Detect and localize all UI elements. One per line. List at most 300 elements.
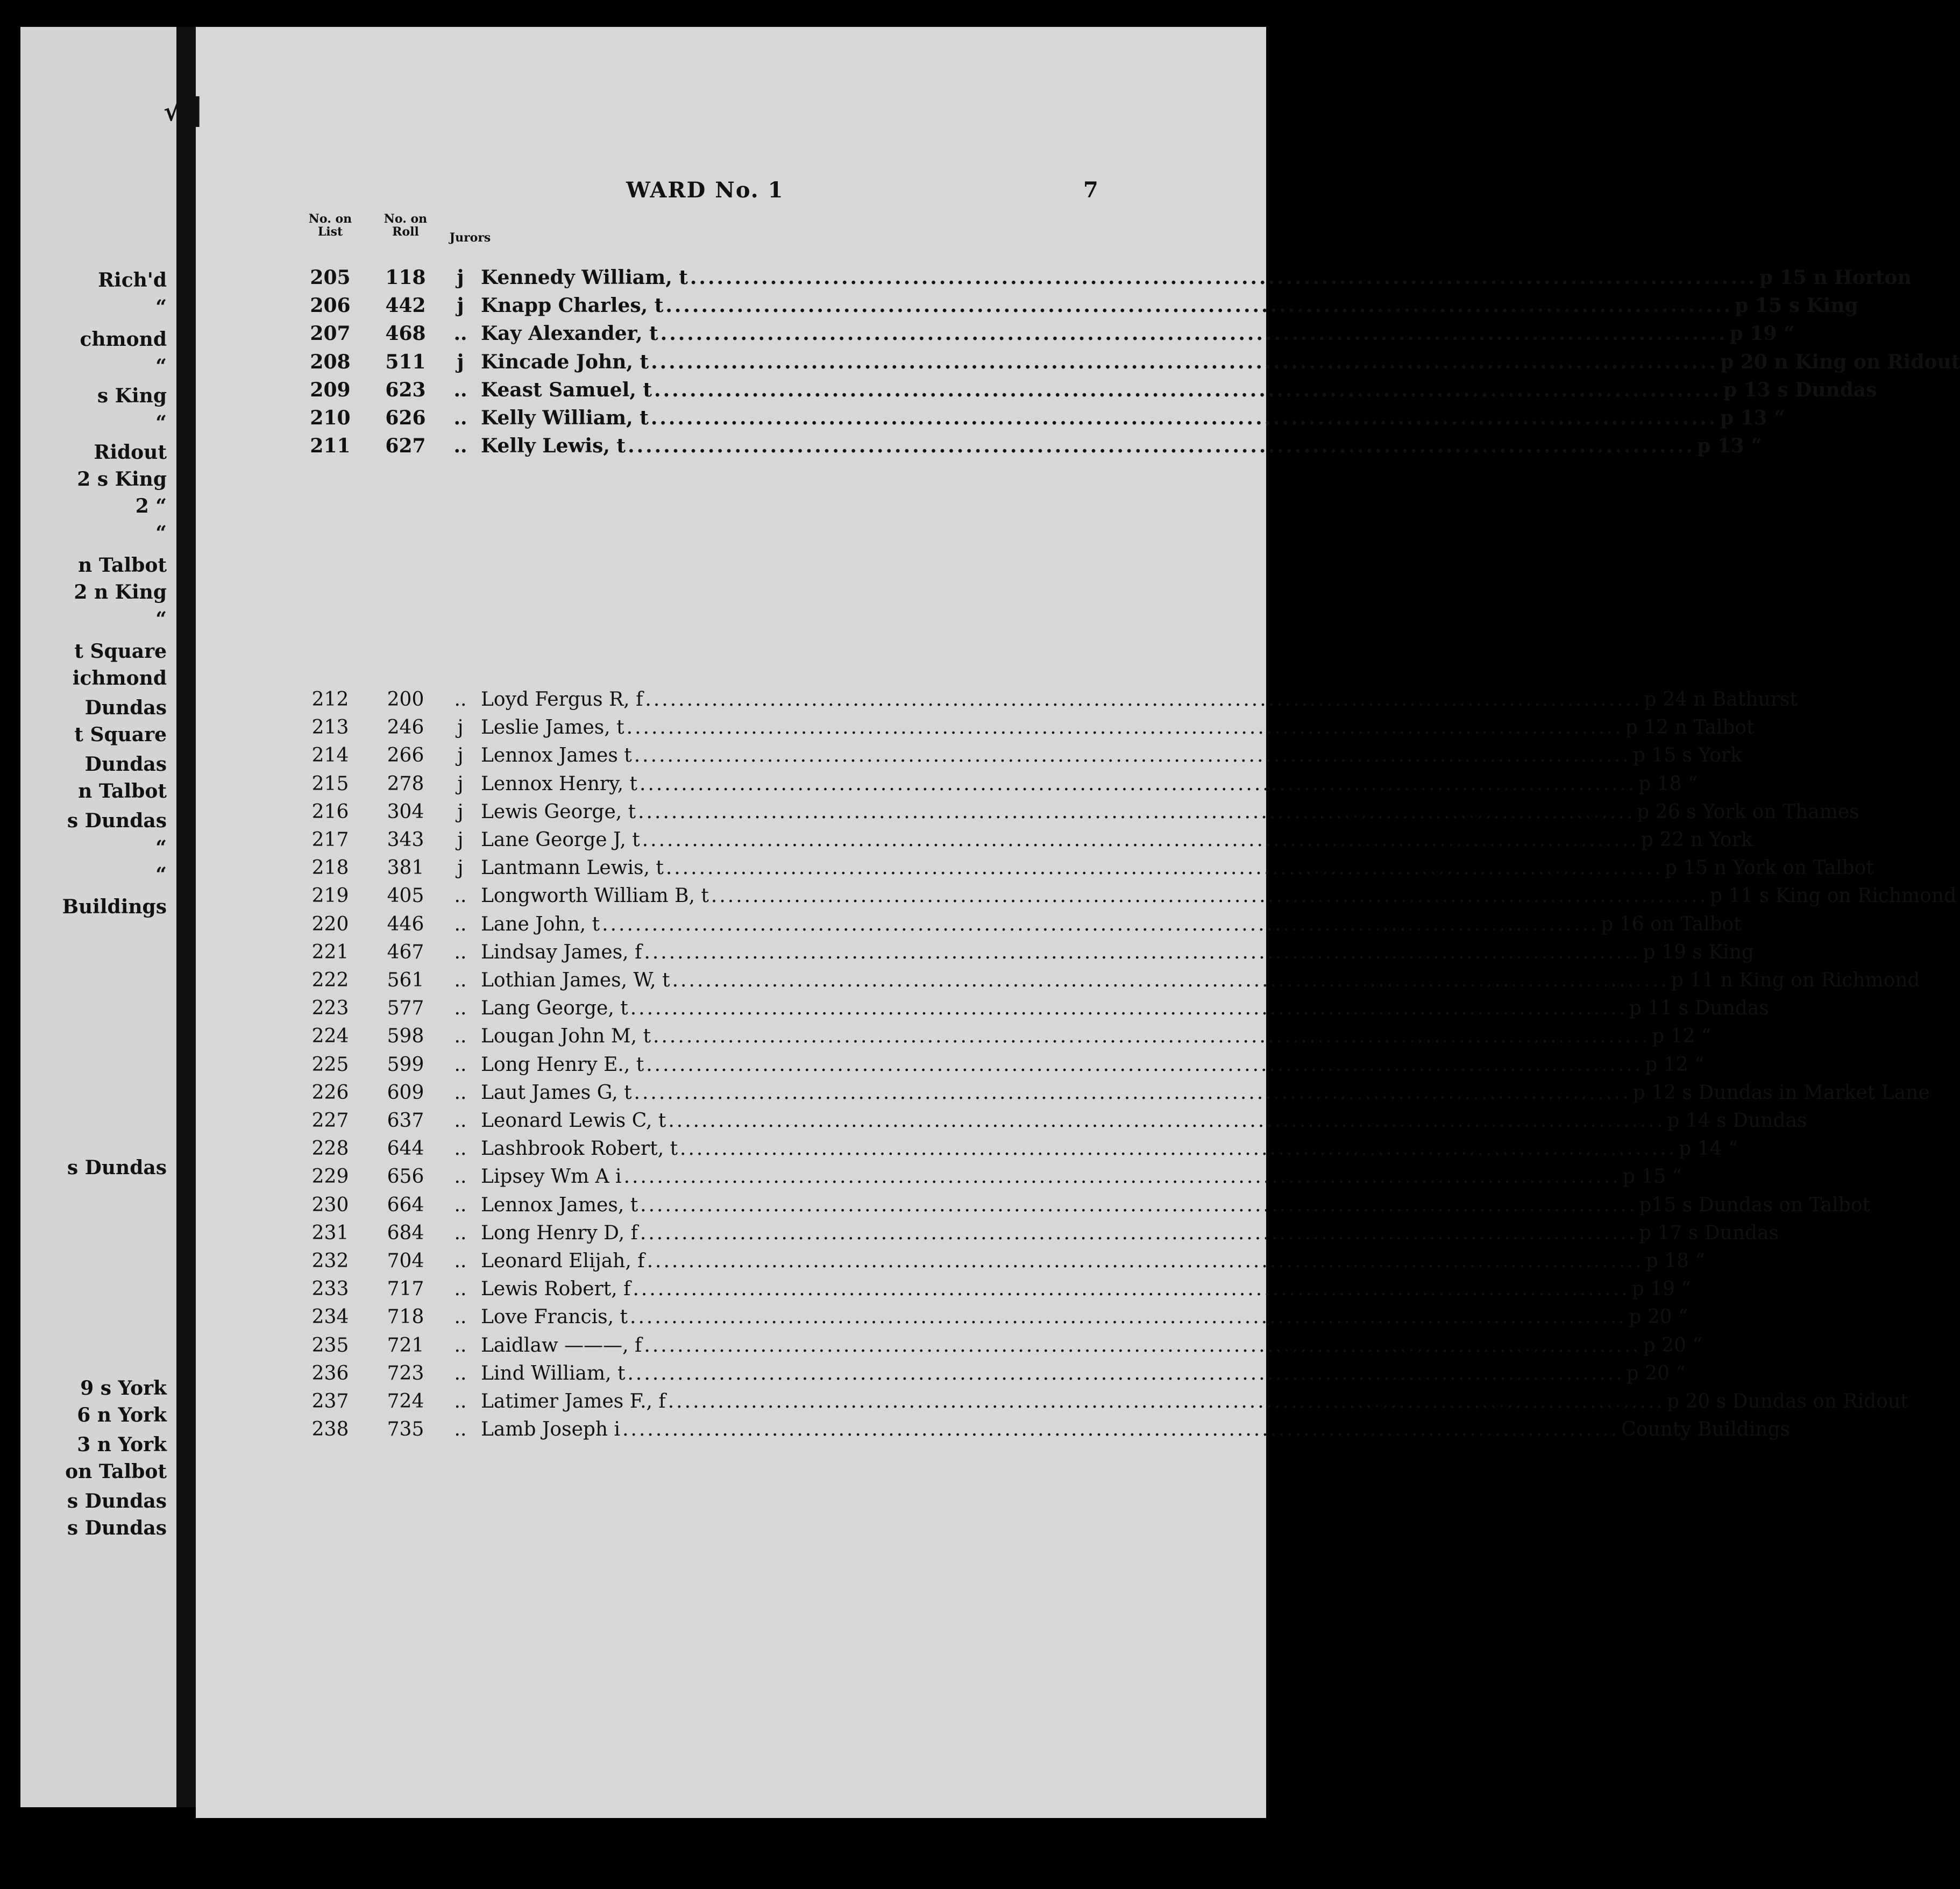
list-row (298, 1081, 1930, 1110)
juror-mark: .. (453, 435, 467, 458)
leader-dots (672, 969, 1669, 991)
person-name: Kay Alexander, t (481, 322, 658, 345)
entry-line (481, 294, 1858, 317)
person-name: Keast Samuel, t (481, 378, 652, 401)
residence: p 15 n York on Talbot (1665, 857, 1874, 879)
juror-mark: .. (454, 1334, 467, 1357)
list-number: 217 (311, 829, 349, 851)
entry-line (481, 857, 1874, 879)
list-row (298, 1138, 1738, 1166)
person-name: Kelly William, t (481, 407, 649, 429)
facing-page-text: “ (155, 863, 167, 886)
entry-line (481, 1306, 1688, 1329)
juror-mark: .. (454, 1278, 467, 1301)
person-name: Knapp Charles, t (481, 294, 664, 317)
facing-page-text: s King (97, 385, 167, 407)
margin-marks: √ ▌ (164, 97, 210, 127)
leader-dots (622, 1418, 1619, 1440)
person-name: Lennox Henry, t (481, 772, 638, 795)
list-number: 237 (311, 1390, 349, 1412)
juror-mark: .. (454, 941, 467, 963)
list-row (298, 407, 1785, 435)
roll-number: 381 (387, 857, 424, 879)
roll-number: 718 (387, 1306, 424, 1329)
person-name: Kelly Lewis, t (481, 435, 626, 458)
residence: p 18 “ (1645, 1250, 1705, 1272)
juror-mark: .. (454, 1081, 467, 1104)
facing-page-text: “ (155, 355, 167, 378)
facing-page-text: chmond (80, 328, 167, 351)
residence: p 15 “ (1622, 1166, 1682, 1188)
juror-mark: .. (454, 885, 467, 907)
person-name: Loyd Fergus R, f (481, 688, 643, 711)
juror-mark: .. (454, 913, 467, 935)
leader-dots (642, 829, 1639, 851)
person-name: Lindsay James, f (481, 941, 642, 963)
leader-dots (644, 941, 1641, 963)
facing-page-text: 2 n King (74, 581, 167, 603)
document-page (164, 27, 1960, 1818)
list-row (298, 829, 1753, 857)
juror-mark: j (457, 716, 464, 739)
residence: p 12 “ (1645, 1053, 1705, 1076)
juror-mark: .. (453, 378, 467, 401)
entry-line (481, 885, 1957, 907)
entry-line (481, 1334, 1702, 1357)
juror-mark: j (457, 829, 464, 851)
entry-line (481, 266, 1912, 289)
leader-dots (628, 435, 1695, 457)
entry-line (481, 1194, 1870, 1216)
entry-line (481, 688, 1798, 711)
person-name: Lane John, t (481, 913, 600, 935)
juror-mark: .. (454, 1418, 467, 1441)
roll-number: 717 (387, 1278, 424, 1301)
roll-number: 609 (387, 1081, 424, 1104)
facing-page-text: Rich'd (98, 269, 167, 292)
roll-number: 304 (387, 800, 424, 823)
entry-line (481, 1081, 1930, 1104)
leader-dots (711, 885, 1708, 907)
leader-dots (651, 351, 1718, 373)
juror-mark: .. (454, 997, 467, 1020)
leader-dots (647, 1250, 1644, 1272)
residence: p 20 s Dundas on Ridout (1666, 1390, 1908, 1412)
facing-page-text: “ (155, 836, 167, 859)
entry-line (481, 997, 1769, 1020)
leader-dots (630, 1306, 1627, 1328)
juror-mark: .. (454, 1053, 467, 1076)
entry-line (481, 913, 1742, 935)
list-number: 235 (311, 1334, 349, 1357)
roll-number: 598 (387, 1025, 424, 1048)
person-name: Lougan John M, t (481, 1025, 651, 1048)
entry-line (481, 1053, 1705, 1076)
juror-mark: .. (454, 1222, 467, 1244)
leader-dots (644, 1334, 1641, 1357)
list-row (298, 1390, 1908, 1418)
leader-dots (690, 266, 1757, 289)
facing-page-text: “ (155, 296, 167, 318)
list-number: 227 (311, 1110, 349, 1132)
list-number: 221 (311, 941, 349, 963)
residence: p 16 on Talbot (1601, 913, 1742, 935)
juror-mark: .. (453, 322, 467, 345)
list-number: 206 (310, 294, 351, 317)
leader-dots (640, 1194, 1637, 1216)
facing-page-text: s Dundas (67, 809, 167, 832)
list-row (298, 941, 1754, 969)
juror-mark: .. (454, 688, 467, 711)
roll-number: 664 (387, 1194, 424, 1216)
leader-dots (661, 322, 1728, 345)
person-name: Long Henry E., t (481, 1053, 644, 1076)
roll-number: 704 (387, 1250, 424, 1272)
juror-mark: .. (454, 1250, 467, 1272)
entry-line (481, 1390, 1908, 1412)
person-name: Leonard Lewis C, t (481, 1110, 666, 1132)
residence: p 20 “ (1629, 1306, 1688, 1329)
list-row (298, 913, 1742, 941)
person-name: Kennedy William, t (481, 266, 688, 289)
residence: p 11 n King on Richmond (1671, 969, 1920, 991)
juror-mark: .. (454, 1110, 467, 1132)
roll-number: 405 (387, 885, 424, 907)
leader-dots (627, 716, 1623, 738)
person-name: Love Francis, t (481, 1306, 628, 1329)
entry-line (481, 772, 1698, 795)
facing-page-text: on Talbot (65, 1460, 167, 1483)
juror-mark: .. (454, 1306, 467, 1329)
entry-line (481, 744, 1742, 767)
list-number: 210 (310, 407, 351, 429)
facing-page-text: ichmond (72, 667, 167, 690)
roll-number: 721 (387, 1334, 424, 1357)
person-name: Lamb Joseph i (481, 1418, 621, 1441)
facing-page-text: “ (155, 411, 167, 434)
residence: p 13 “ (1697, 435, 1763, 458)
facing-page-text: t Square (74, 723, 167, 746)
entry-line (481, 407, 1785, 429)
roll-number: 735 (387, 1418, 424, 1441)
entry-line (481, 1025, 1712, 1048)
list-row (298, 969, 1920, 997)
residence: p 15 n Horton (1759, 266, 1912, 289)
list-number: 216 (311, 800, 349, 823)
roll-number: 446 (387, 913, 424, 935)
residence: p 12 s Dundas in Market Lane (1632, 1081, 1930, 1104)
roll-number: 343 (387, 829, 424, 851)
leader-dots (665, 294, 1732, 317)
roll-number: 200 (387, 688, 424, 711)
facing-page-fragment (20, 27, 176, 1807)
roll-number: 511 (385, 350, 426, 373)
leader-dots (645, 688, 1642, 711)
residence: p 14 s Dundas (1667, 1110, 1807, 1132)
residence: p 12 “ (1652, 1025, 1712, 1048)
residence: p 13 s Dundas (1723, 378, 1877, 401)
leader-dots (640, 773, 1636, 795)
list-number: 225 (311, 1053, 349, 1076)
list-row (298, 1362, 1686, 1390)
column-header-jurors: Jurors (449, 231, 491, 245)
entry-line (481, 1278, 1691, 1301)
list-number: 231 (311, 1222, 349, 1244)
list-row (298, 1053, 1705, 1082)
list-number: 214 (311, 744, 349, 767)
list-row (298, 1306, 1688, 1334)
entry-line (481, 1250, 1705, 1272)
person-name: Long Henry D, f (481, 1222, 638, 1244)
leader-dots (654, 379, 1721, 401)
list-row (298, 885, 1957, 913)
person-name: Laidlaw ———, f (481, 1334, 642, 1357)
list-number: 208 (310, 350, 351, 373)
residence: p 11 s King on Richmond (1710, 885, 1957, 907)
juror-mark: .. (454, 1166, 467, 1188)
juror-mark: j (457, 266, 464, 289)
list-number: 236 (311, 1362, 349, 1384)
list-number: 232 (311, 1250, 349, 1272)
list-number: 230 (311, 1194, 349, 1216)
juror-mark: j (457, 800, 464, 823)
juror-mark: j (457, 772, 464, 795)
entry-line (481, 378, 1877, 401)
leader-dots (651, 407, 1718, 429)
residence: p15 s Dundas on Talbot (1639, 1194, 1870, 1216)
residence: p 15 s King (1735, 294, 1858, 317)
leader-dots (640, 1222, 1637, 1244)
residence: p 15 s York (1632, 744, 1742, 767)
facing-page-text: 2 “ (135, 495, 167, 517)
entry-line (481, 800, 1859, 823)
leader-dots (646, 1054, 1643, 1076)
residence: p 22 n York (1641, 829, 1753, 851)
juror-mark: j (457, 350, 464, 373)
person-name: Longworth William B, t (481, 885, 709, 907)
person-name: Lantmann Lewis, t (481, 857, 664, 879)
list-row (298, 997, 1769, 1025)
residence: p 19 “ (1631, 1278, 1691, 1301)
juror-mark: .. (454, 1362, 467, 1384)
leader-dots (634, 744, 1631, 766)
list-number: 205 (310, 266, 351, 289)
residence: p 12 n Talbot (1625, 716, 1755, 739)
page-number: 7 (1083, 177, 1099, 203)
list-number: 223 (311, 997, 349, 1020)
leader-dots (634, 1082, 1631, 1104)
facing-page-text: s Dundas (67, 1156, 167, 1179)
list-number: 213 (311, 716, 349, 739)
residence: p 11 s Dundas (1629, 997, 1769, 1020)
roll-number: 278 (387, 772, 424, 795)
person-name: Lewis Robert, f (481, 1278, 631, 1301)
entry-line (481, 969, 1920, 991)
leader-dots (666, 857, 1663, 879)
list-row (298, 435, 1763, 463)
list-row (298, 322, 1795, 350)
juror-mark: .. (454, 1025, 467, 1048)
facing-page-text: 9 s York (80, 1377, 167, 1400)
book-gutter (176, 27, 196, 1807)
list-row (298, 1334, 1702, 1362)
list-number: 233 (311, 1278, 349, 1301)
roll-number: 467 (387, 941, 424, 963)
list-number: 212 (311, 688, 349, 711)
list-row (298, 857, 1874, 885)
list-row (298, 800, 1859, 829)
facing-page-text: s Dundas (67, 1517, 167, 1539)
roll-number: 266 (387, 744, 424, 767)
list-number: 207 (310, 322, 351, 345)
leader-dots (602, 913, 1599, 935)
entry-line (481, 1166, 1682, 1188)
column-header-list: No. on List (308, 212, 352, 239)
facing-page-text: 6 n York (77, 1404, 167, 1426)
residence: p 19 s King (1643, 941, 1754, 963)
person-name: Lewis George, t (481, 800, 636, 823)
facing-page-text: Dundas (84, 697, 167, 719)
list-number: 228 (311, 1138, 349, 1160)
roll-number: 577 (387, 997, 424, 1020)
entry-line (481, 716, 1755, 739)
facing-page-text: Dundas (84, 753, 167, 776)
leader-dots (680, 1138, 1677, 1160)
residence: p 14 “ (1679, 1138, 1738, 1160)
facing-page-text: “ (155, 522, 167, 544)
residence: p 26 s York on Thames (1637, 800, 1859, 823)
facing-page-text: “ (155, 608, 167, 630)
entry-line (481, 941, 1754, 963)
list-number: 224 (311, 1025, 349, 1048)
facing-page-text: Buildings (62, 896, 167, 918)
person-name: Lind William, t (481, 1362, 626, 1384)
person-name: Lothian James, W, t (481, 969, 670, 991)
roll-number: 724 (387, 1390, 424, 1412)
juror-mark: .. (454, 1138, 467, 1160)
person-name: Leonard Elijah, f (481, 1250, 645, 1272)
juror-mark: j (457, 294, 464, 317)
person-name: Lang George, t (481, 997, 628, 1020)
roll-number: 623 (385, 378, 426, 401)
roll-number: 118 (385, 266, 426, 289)
entry-line (481, 350, 1960, 373)
juror-mark: j (457, 744, 464, 767)
list-number: 211 (310, 435, 351, 458)
list-number: 226 (311, 1081, 349, 1104)
list-row (298, 772, 1698, 801)
entry-line (481, 1418, 1791, 1441)
residence: p 18 “ (1638, 772, 1698, 795)
list-number: 220 (311, 913, 349, 935)
facing-page-text: t Square (74, 640, 167, 663)
list-number: 234 (311, 1306, 349, 1329)
residence: p 20 “ (1626, 1362, 1686, 1384)
leader-dots (668, 1390, 1665, 1412)
entry-line (481, 829, 1753, 851)
person-name: Lipsey Wm A i (481, 1166, 622, 1188)
list-row (298, 1278, 1691, 1306)
entry-line (481, 1138, 1738, 1160)
list-number: 222 (311, 969, 349, 991)
list-number: 215 (311, 772, 349, 795)
residence: p 20 n King on Ridout (1720, 350, 1960, 373)
list-row (298, 1110, 1807, 1138)
leader-dots (627, 1362, 1624, 1384)
list-row (298, 294, 1858, 322)
roll-number: 561 (387, 969, 424, 991)
list-row (298, 1222, 1779, 1250)
residence: p 20 “ (1643, 1334, 1702, 1357)
list-row (298, 688, 1798, 716)
roll-number: 246 (387, 716, 424, 739)
page-header: WARD No. 1 (626, 177, 784, 203)
juror-mark: .. (454, 1194, 467, 1216)
person-name: Lashbrook Robert, t (481, 1138, 678, 1160)
residence: p 17 s Dundas (1639, 1222, 1779, 1244)
person-name: Lennox James, t (481, 1194, 638, 1216)
list-row (298, 378, 1877, 407)
person-name: Lane George J, t (481, 829, 640, 851)
juror-mark: j (457, 857, 464, 879)
column-header-roll: No. on Roll (384, 212, 428, 239)
facing-page-text: n Talbot (78, 780, 167, 803)
facing-page-text: s Dundas (67, 1490, 167, 1512)
roll-number: 684 (387, 1222, 424, 1244)
facing-page-text: 2 s King (77, 468, 167, 491)
roll-number: 626 (385, 407, 426, 429)
roll-number: 627 (385, 435, 426, 458)
juror-mark: .. (453, 407, 467, 429)
entry-line (481, 322, 1795, 345)
residence: p 13 “ (1720, 407, 1785, 429)
roll-number: 723 (387, 1362, 424, 1384)
person-name: Laut James G, t (481, 1081, 632, 1104)
leader-dots (668, 1110, 1665, 1132)
entry-line (481, 1222, 1779, 1244)
roll-number: 644 (387, 1138, 424, 1160)
leader-dots (624, 1166, 1621, 1188)
list-row (298, 1166, 1682, 1194)
person-name: Kincade John, t (481, 350, 649, 373)
list-row (298, 1250, 1705, 1278)
list-row (298, 1025, 1712, 1053)
facing-page-text: n Talbot (78, 554, 167, 577)
leader-dots (633, 1278, 1629, 1300)
entry-line (481, 435, 1763, 458)
list-row (298, 1194, 1870, 1222)
list-number: 218 (311, 857, 349, 879)
juror-mark: .. (454, 1390, 467, 1412)
residence: p 24 n Bathurst (1644, 688, 1798, 711)
juror-mark: .. (454, 969, 467, 991)
list-row (298, 1418, 1791, 1446)
facing-page-text: 3 n York (77, 1433, 167, 1456)
roll-number: 599 (387, 1053, 424, 1076)
list-row (298, 716, 1755, 744)
roll-number: 442 (385, 294, 426, 317)
list-number: 219 (311, 885, 349, 907)
list-row (298, 266, 1912, 294)
list-row (298, 350, 1960, 379)
roll-number: 468 (385, 322, 426, 345)
list-row (298, 744, 1742, 772)
leader-dots (630, 997, 1627, 1019)
roll-number: 637 (387, 1110, 424, 1132)
residence: p 19 “ (1729, 322, 1795, 345)
facing-page-text: Ridout (94, 441, 167, 464)
person-name: Lennox James t (481, 744, 632, 767)
